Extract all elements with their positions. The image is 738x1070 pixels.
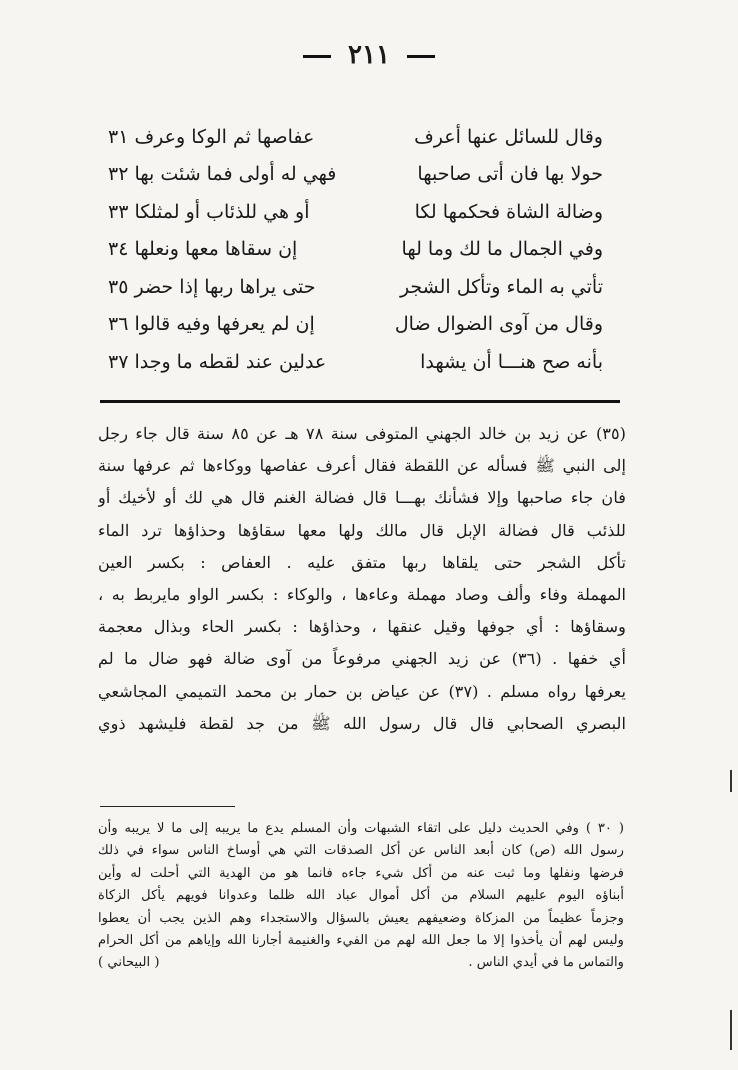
verse-first-hemistich: بأنه صح هنـــا أن يشهدا: [420, 350, 603, 373]
footnote-divider: [100, 806, 235, 807]
page-header: [0, 40, 738, 70]
header-dash-right: [407, 55, 435, 58]
footnote-signature: ( البيحاني ): [98, 955, 160, 971]
verse-first-hemistich: تأتي به الماء وتأكل الشجر: [399, 275, 603, 298]
verse-second-hemistich: فهي له أولى فما شئت بها ٣٢: [108, 163, 337, 186]
footnote-line: فرضها ونفلها وما ثبت عنه من أكل شيء جاءه فانما هو من الهدية التي أحلت له وأين: [98, 865, 624, 881]
verse: [108, 156, 603, 194]
poem-block: [108, 118, 603, 381]
commentary-block: [98, 418, 626, 740]
verse-first-hemistich: وضالة الشاة فحكمها لكا: [414, 200, 603, 223]
verse-second-hemistich: عدلين عند لقطه ما وجدا ٣٧: [108, 350, 327, 373]
verse-second-hemistich: إن سقاها معها ونعلها ٣٤: [108, 238, 298, 261]
verse: [108, 118, 603, 156]
commentary-line: فان جاء صاحبها وإلا فشأنك بهـــا قال فضالة الغنم قال هي لك أو لأخيك أو: [98, 488, 626, 508]
footnote-line: ( ٣٠ ) وفي الحديث دليل على اتقاء الشبهات وأن المسلم يدع ما يريبه إلى ما لا يريبه وأن: [98, 821, 624, 836]
footnote-line: رسول الله (ص) كان أبعد الناس عن أكل الصدقات التي هي أوساخ الناس سواء في ذلك: [98, 843, 624, 859]
verse-first-hemistich: حولا بها فان أتى صاحبها: [417, 163, 603, 186]
footnote-line: وجزماً عظيماً من المزكاة وضعيفهم يعيش بالسؤال والاستجداء وهم الذين يجب أن يعطوا: [98, 910, 624, 926]
commentary-line: المهملة وفاء وألف وصاد مهملة وعاءها ، والوكاء : بكسر الواو مايربط به ،: [98, 584, 626, 604]
verse-first-hemistich: وقال من آوى الضوال ضال: [394, 313, 603, 336]
verse: [108, 268, 603, 306]
commentary-line: للذئب قال فضالة الإبل قال مالك ولها معها سقاؤها وحذاؤها ترد الماء: [98, 520, 626, 540]
verse: [108, 306, 603, 344]
verse: [108, 193, 603, 231]
verse-second-hemistich: حتى يراها ربها إذا حضر ٣٥: [108, 275, 316, 298]
footnote-line: أبناؤه اليوم عليهم السلام من أكل أموال عباد الله ظلما وعدوانا فويهم يأكل الزكاة: [98, 888, 624, 904]
verse: [108, 343, 603, 381]
commentary-line: البصري الصحابي قال قال رسول الله ﷺ من جد لقطة فليشهد ذوي: [98, 713, 626, 733]
commentary-line: أي خفها . (٣٦) عن زيد الجهني مرفوعاً من آوى ضالة فهو ضال ما لم: [98, 649, 626, 669]
footnote-last-line: [98, 952, 624, 974]
commentary-line: وسقاؤها : أي جوفها وقيل عنقها ، وحذاؤها : بكسر الحاء وبذال معجمة: [98, 617, 626, 637]
verse-first-hemistich: وفي الجمال ما لك وما لها: [401, 238, 603, 261]
page-edge-mark: [730, 770, 732, 792]
verse-second-hemistich: أو هي للذئاب أو لمثلكا ٣٣: [108, 200, 310, 223]
footnote-closing-text: والتماس ما في أيدي الناس .: [468, 955, 624, 971]
verse: [108, 231, 603, 269]
commentary-line: (٣٥) عن زيد بن خالد الجهني المتوفى سنة ٧٨ هـ عن ٨٥ سنة قال جاء رجل: [98, 424, 626, 443]
verse-second-hemistich: عفاصها ثم الوكا وعرف ٣١: [108, 125, 315, 148]
verse-first-hemistich: وقال للسائل عنها أعرف: [414, 125, 603, 148]
commentary-line: إلى النبي ﷺ فسأله عن اللقطة فقال أعرف عفاصها ووكاءها ثم عرفها سنة: [98, 456, 626, 476]
section-divider: [100, 400, 620, 403]
page-number: ٢١١: [348, 40, 390, 70]
page-edge-mark: [730, 1010, 732, 1050]
commentary-line: تأكل الشجر حتى يلقاها ربها متفق عليه . العفاص : بكسر العين: [98, 552, 626, 572]
commentary-line: يعرفها رواه مسلم . (٣٧) عن عياض بن حمار بن محمد التميمي المجاشعي: [98, 681, 626, 701]
footnote-block: [98, 818, 624, 975]
header-dash-left: [303, 55, 331, 58]
footnote-line: وليس لهم أن يأخذوا إلا ما جعل الله لهم من الفيء والغنيمة أجارنا الله وإياهم من أكل الحرام: [98, 932, 624, 948]
verse-second-hemistich: إن لم يعرفها وفيه قالوا ٣٦: [108, 313, 315, 336]
